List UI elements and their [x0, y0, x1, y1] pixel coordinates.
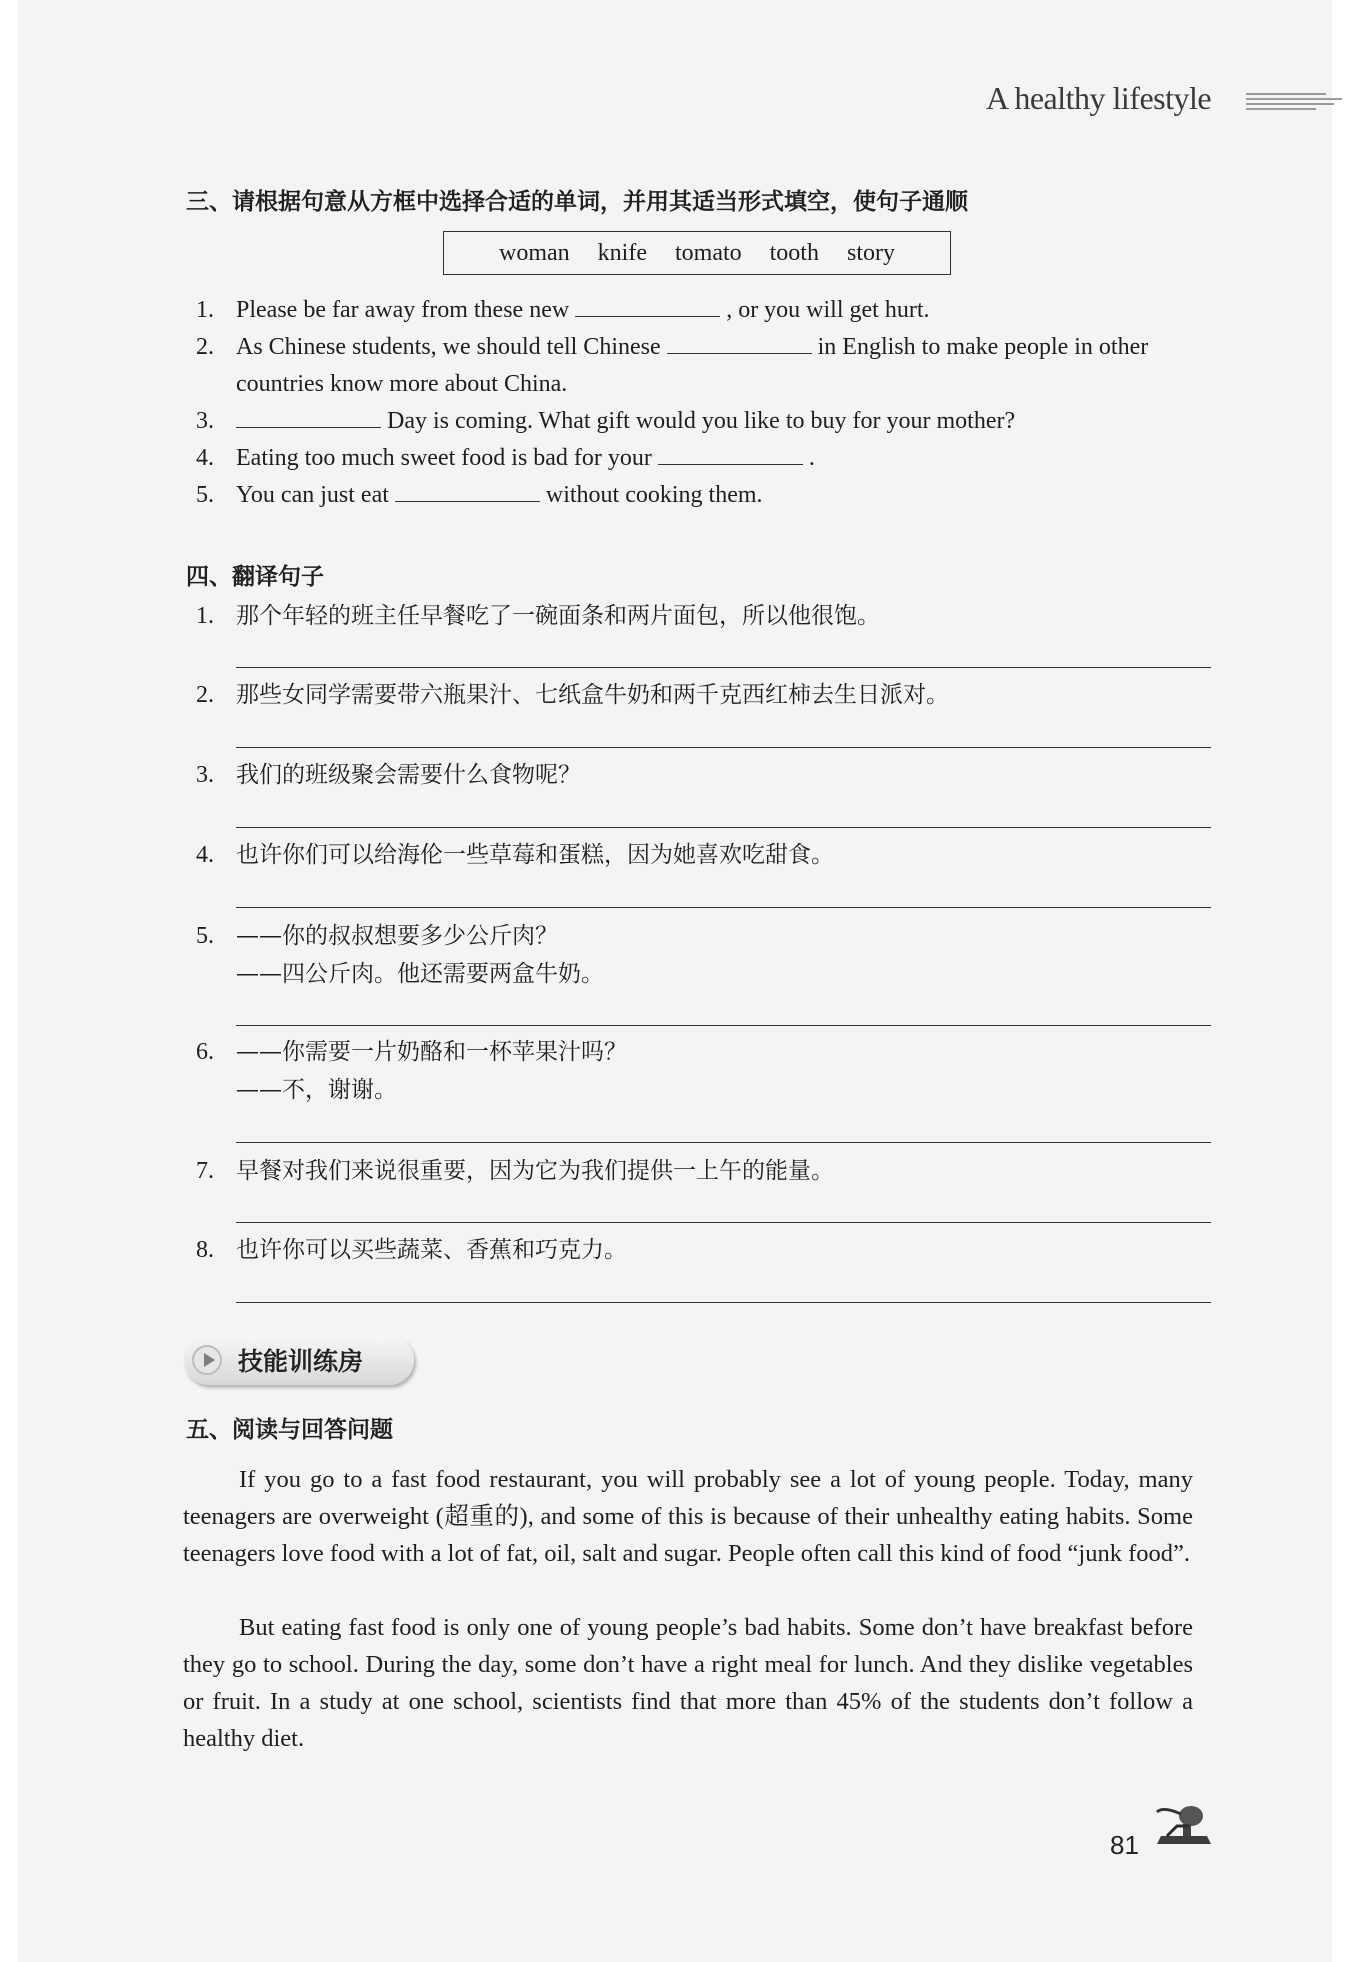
translate-item-2	[196, 676, 949, 714]
word-option: woman	[499, 239, 570, 266]
answer-blank[interactable]	[667, 333, 812, 354]
header-decoration-lines	[1246, 93, 1346, 113]
item-number: 8.	[196, 1237, 214, 1263]
item-number: 4.	[196, 842, 214, 868]
answer-line[interactable]	[236, 1302, 1211, 1303]
answer-line[interactable]	[236, 747, 1211, 748]
page-number: 81	[1110, 1830, 1139, 1860]
answer-blank[interactable]	[236, 407, 381, 428]
answer-line[interactable]	[236, 827, 1211, 828]
fill-item-3	[196, 403, 1198, 440]
answer-blank[interactable]	[395, 481, 540, 502]
translate-prompt: 早餐对我们来说很重要，因为它为我们提供一上午的能量。	[236, 1158, 834, 1184]
answer-line[interactable]	[236, 1025, 1211, 1026]
fill-item-4	[196, 440, 1198, 477]
item-text-after: .	[808, 445, 815, 471]
word-option: story	[846, 239, 895, 266]
item-text-before: Eating too much sweet food is bad for your	[236, 445, 652, 471]
translate-prompt-answer: ——不，谢谢。	[236, 1077, 397, 1103]
answer-line[interactable]	[236, 1222, 1211, 1223]
fill-item-1	[196, 292, 1198, 329]
word-option: tomato	[674, 239, 742, 266]
translate-item-1	[196, 597, 880, 635]
item-text-before: You can just eat	[236, 482, 389, 508]
reading-mascot-icon	[1153, 1800, 1215, 1850]
translate-item-3	[196, 756, 581, 794]
item-text-after: in English to make people in other countries know more about China.	[236, 334, 1149, 397]
translate-item-4	[196, 836, 834, 874]
answer-blank[interactable]	[658, 444, 803, 465]
item-number: 5.	[196, 923, 214, 949]
play-icon	[192, 1345, 222, 1375]
word-option: knife	[597, 239, 647, 266]
item-text-before: Please be far away from these new	[236, 297, 570, 323]
passage-paragraph-2: But eating fast food is only one of young people’s bad habits. Some don’t have breakfast before they go to school. During the day, some don’t have a right meal for lunch. And they dislike vegetables or fruit. In a study at one school, scientists find that more than 45% of the students don’t follow a healthy diet.	[183, 1613, 1193, 1752]
workbook-page	[18, 0, 1332, 1962]
section3-heading: 三、请根据句意从方框中选择合适的单词，并用其适当形式填空，使句子通顺	[186, 189, 968, 215]
passage-paragraph-1: If you go to a fast food restaurant, you will probably see a lot of young people. Today, many teenagers are overweight (超重的), and some of this is because of their unhealthy eating habits. Some teenagers love food with a lot of fat, oil, salt and sugar. People often call this kind of food “junk food”.	[183, 1465, 1193, 1567]
item-number: 2.	[196, 334, 214, 360]
answer-line[interactable]	[236, 1142, 1211, 1143]
fill-item-5	[196, 477, 1198, 514]
translate-prompt: 也许你可以买些蔬菜、香蕉和巧克力。	[236, 1237, 627, 1263]
item-number: 2.	[196, 682, 214, 708]
item-number: 6.	[196, 1039, 214, 1065]
translate-prompt: 也许你们可以给海伦一些草莓和蛋糕，因为她喜欢吃甜食。	[236, 842, 834, 868]
translate-prompt: 那些女同学需要带六瓶果汁、七纸盒牛奶和两千克西红柿去生日派对。	[236, 682, 949, 708]
item-text-after: , or you will get hurt.	[726, 297, 930, 323]
page-header-title: A healthy lifestyle	[986, 80, 1212, 116]
fill-item-2	[196, 329, 1198, 403]
skill-training-badge	[184, 1335, 414, 1385]
item-text-before: As Chinese students, we should tell Chinese	[236, 334, 661, 360]
item-number: 1.	[196, 603, 214, 629]
section4-heading: 四、翻译句子	[186, 564, 324, 590]
translate-prompt: 那个年轻的班主任早餐吃了一碗面条和两片面包，所以他很饱。	[236, 603, 880, 629]
translate-item-8	[196, 1231, 627, 1269]
word-option: tooth	[769, 239, 819, 266]
answer-blank[interactable]	[575, 296, 720, 317]
item-number: 3.	[196, 762, 214, 788]
item-number: 3.	[196, 408, 214, 434]
translate-prompt: 我们的班级聚会需要什么食物呢？	[236, 762, 581, 788]
skill-badge-label: 技能训练房	[238, 1347, 364, 1376]
translate-prompt-answer: ——四公斤肉。他还需要两盒牛奶。	[236, 961, 604, 987]
section5-heading: 五、阅读与回答问题	[186, 1417, 393, 1443]
answer-line[interactable]	[236, 667, 1211, 668]
item-number: 1.	[196, 297, 214, 323]
translate-prompt-question: ——你的叔叔想要多少公斤肉？	[236, 923, 558, 949]
item-number: 7.	[196, 1158, 214, 1184]
item-text-after: Day is coming. What gift would you like to buy for your mother?	[387, 408, 1016, 434]
translate-prompt-question: ——你需要一片奶酪和一杯苹果汁吗？	[236, 1039, 627, 1065]
translate-item-5	[196, 917, 604, 993]
item-number: 4.	[196, 445, 214, 471]
word-box	[443, 231, 951, 275]
answer-line[interactable]	[236, 907, 1211, 908]
translate-item-7	[196, 1152, 834, 1190]
item-number: 5.	[196, 482, 214, 508]
translate-item-6	[196, 1033, 627, 1109]
item-text-after: without cooking them.	[545, 482, 763, 508]
